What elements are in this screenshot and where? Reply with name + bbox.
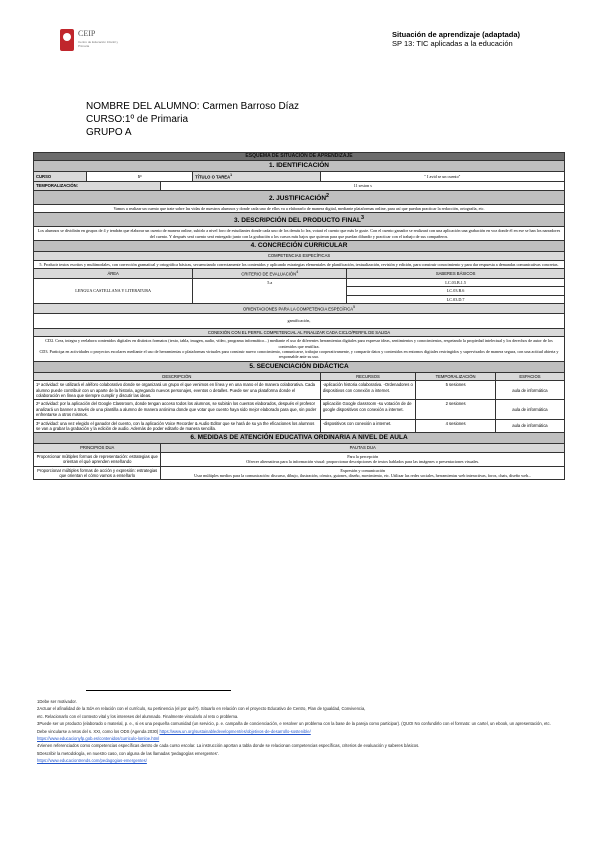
area-value: LENGUA CASTELLANA Y LITERATURA xyxy=(34,278,193,303)
section-final-product: 3. DESCRIPCIÓN DEL PRODUCTO FINAL$^3$ xyxy=(34,213,565,227)
seq-resources-heading: RECURSOS xyxy=(320,372,416,380)
dua-guideline: Para la percepción Ofrecer alternativas para la información visual: proporcionar descripciones de textos hablados para las imágenes o presentaciones visuales. xyxy=(161,452,565,466)
footnote-separator xyxy=(86,690,231,691)
footnote: 1Debe ser motivador. xyxy=(37,699,77,704)
footnote: etc. Relacionarlo con el contexto vital y los intereses del alumnado. Finalmente vincularlo al reto o problema. xyxy=(37,713,239,719)
footnote: 2Actuar el afinalidad de la SdA en relación con el currículo, su pertinencia (el por qué?). Situarlo en relación con el proyecto Educativo de Centro, Plan de Igualdad, Convivencia, xyxy=(37,706,366,712)
knowledge-item: LC.03.B.6 xyxy=(347,287,565,295)
learning-situation-table xyxy=(33,152,565,480)
sequence-row xyxy=(34,419,565,433)
area-heading: ÁREA xyxy=(34,268,193,278)
school-logo xyxy=(60,27,130,59)
section-justification: 2. JUSTIFICACIÓN$^2$ xyxy=(34,190,565,204)
sequence-resources: -dispositivos con conexión a internet. xyxy=(320,419,416,433)
profile-text: CD2. Crea, integra y reelabora contenidos digitales en distintos formatos (texto, tabla, imagen, audio, vídeo, programa informático...) mediante el uso de diferentes herramientas digitales para expresar ideas, sentimientos y conocimientos, respetando la propiedad intelectual y los derechos de autor de los contenidos que reutiliza. CD3. Participa en actividades o proyectos escolares mediante el uso de herramientas o plataformas virtuales para construir nuevo conocimiento, comunicarse, trabajar cooperativamente, y compartir datos y contenidos en entornos digitales restringidos y supervisados de manera segura, con una actitud abierta y responsable ante su uso. xyxy=(34,337,565,362)
student-name: NOMBRE DEL ALUMNO: Carmen Barroso Díaz xyxy=(86,101,300,112)
dua-guideline: Expresión y comunicación Usar múltiples medios para la comunicación: discurso, dibujo, ilustración, cómics, guiones, diseño, movimiento, etc. Utilizar las redes sociales, herramientas web interactivas, foros, chats, diseño web... xyxy=(161,466,565,480)
student-group: GRUPO A xyxy=(86,127,132,138)
header-subtitle: SP 13: TIC aplicadas a la educación xyxy=(392,39,513,48)
crest-icon xyxy=(60,29,74,51)
course-value: 5º xyxy=(87,172,193,182)
student-course: CURSO:1º de Primaria xyxy=(86,114,189,125)
sequence-description: 3º actividad: una vez elegido el ganador del cuento, con la aplicación Voice Recorder & Audio Editor que se hará de su ya the eficaciones los alumnos se van a grabar la grabación y la edición de audio. Además de poder editarlo de manera sencilla. xyxy=(34,419,321,433)
seq-description-heading: DESCRIPCIÓN xyxy=(34,372,321,380)
criteria-heading: CRITERIO DE EVALUACIÓN$^4$ xyxy=(193,268,347,278)
footnote: 4Vienen referenciados como competencias específicas dentro de cada curso escolar. La instrucción aportan a tabla donde se relacionan competencias específicas, criterios de evaluación y saberes básicos. xyxy=(37,743,420,749)
title-value: " I avid se un cuento" xyxy=(320,172,564,182)
dua-row xyxy=(34,452,565,466)
criteria-value: 5.a xyxy=(193,278,347,303)
knowledge-item: LC.03.D.7 xyxy=(347,295,565,303)
student-info xyxy=(86,100,299,139)
footnote: Debe vincularse a retos del s. XXI, como los ODS (Agenda 2030) https://www.un.org/sustainabledevelopment/es/objetivos-de-desarrollo-sostenible/ xyxy=(37,728,311,734)
footnote: 5Describir la metodología, en nuestro caso, con alguna de las llamadas 'pedagogías emergentes'. xyxy=(37,750,219,756)
section-attention-measures: 6. MEDIDAS DE ATENCIÓN EDUCATIVA ORDINARIA A NIVEL DE AULA xyxy=(34,433,565,444)
sequence-row xyxy=(34,381,565,400)
sequence-time: 4 sesiones xyxy=(416,419,496,433)
footnotes xyxy=(37,698,567,765)
sequence-description: 2º actividad: por la aplicación del Google Classroom, donde tengan acceso todos los alumnos, se subirán los cuentos elaborados, después el profesor analizará un banner a través de una plantilla a alumno de manera anónima donde que votar que cuento haya sido mejor elaborado para que, sin poder enfrentarse a otros mismos. xyxy=(34,400,321,419)
logo-text: CEIP xyxy=(78,29,96,38)
sequence-resources: aplicación Google classroom -su votación de de google dispositivos con conexión a internet. xyxy=(320,400,416,419)
scheme-title: ESQUEMA DE SITUACIÓN DE APRENDIZAJE xyxy=(34,153,565,161)
orientations-value: gamificación, xyxy=(34,313,565,328)
title-label: TÍTULO O TAREA$^1$ xyxy=(193,172,320,182)
document-header xyxy=(392,30,520,48)
profile-heading: CONEXIÓN CON EL PERFIL COMPETENCIAL AL FINALIZAR CADA CICLO/PERFIL DE SALIDA xyxy=(34,328,565,336)
dua-row xyxy=(34,466,565,480)
competences-text: 5. Producir textos escritos y multimodales, con corrección gramatical y ortográfica básicas, secuenciando correctamente los contenidos y aplicando estrategias elementales de planificación, textualización, revisión y edición, para construir conocimiento y para dar respuesta a demandas comunicativas concretas. xyxy=(34,260,565,268)
temporalization-value: 11 sesion s xyxy=(161,182,565,190)
footnote-link[interactable]: https://www.educacionyfp.gob.es/contenidos/curriculo-lomloe.html xyxy=(37,736,160,742)
footnote: 3Puede ser un producto (elaborado o material, p. e., si es una pequeña comunidad (un servicio, p. e. campaña de concienciación, e resolver un problema con la base de la pareja como participar). (QUOI No confundirlo con el formato: un cartel, un ebook, un apresentación, etc. xyxy=(37,721,551,727)
dua-principles-heading: PRINCIPIOS DUA xyxy=(34,444,161,452)
sequence-space: aula de informática xyxy=(495,419,564,433)
orientations-heading: ORIENTACIONES PARA LA COMPETENCIA ESPECÍFICA$^5$ xyxy=(34,303,565,313)
sequence-time: 5 sesiones xyxy=(416,381,496,400)
sequence-time: 2 sesiones xyxy=(416,400,496,419)
seq-spaces-heading: ESPACIOS xyxy=(495,372,564,380)
section-sequencing: 5. SECUENCIACIÓN DIDÁCTICA xyxy=(34,361,565,372)
logo-subtitle: Centro de Educación Infantil y Primaria xyxy=(78,40,119,48)
justification-text: Vamos a realizar un cuento que trate sobre las vidas de nuestros alumnos y donde cada uno de ellos va a elaborarlo de manera digital, mediante plataformas online, para así que puedan practicar la redacción, ortografía, etc. xyxy=(34,204,565,212)
footnote-link[interactable]: https://www.educaciontrends.com/pedagogias-emergentes/ xyxy=(37,758,147,764)
temporalization-label: TEMPORALIZACIÓN: xyxy=(34,182,161,190)
sequence-description: 1º actividad: se utilizará el aléforo colaborativo donde se organizará un grupo el que venimos en línea y en una mano el de manera colaborativa. Cada alumno puede contribuir con un aparte de la historia, agregando nuevos personajes, eventos o detalles. Puede ser una plataforma donde el colaboración en línea que siempre cumplir y discutir las ideas. xyxy=(34,381,321,400)
course-label: CURSO xyxy=(34,172,87,182)
dua-guidelines-heading: PAUTAS DUA xyxy=(161,444,565,452)
section-curricular: 4. CONCRECIÓN CURRICULAR xyxy=(34,241,565,252)
final-product-text: Los alumnos se dividirán en grupos de 4 y tendrán que elaborar un cuento de manera online, subirlo a nivel foro de estudiantes donde cada uno de los demás lo lea, votará el cuento que más le guste. Con el cuento ganador se realizará con una aplicación una grabación en voz donde él en ese se han los narradores del cuento. Y después será cuento será entregado junto con la grabación a los cursos más bajos que quieran para que puedan difundir y practicar con el trabajo de sus compañeros. xyxy=(34,227,565,241)
knowledge-heading: SABERES BÁSICOS xyxy=(347,268,565,278)
sequence-space: aula de informática xyxy=(495,381,564,400)
competences-heading: COMPETENCIAS ESPECÍFICAS xyxy=(34,252,565,260)
sequence-resources: -aplicación historia colaborativa. -Ordenadores o dispositivos con conexión a internet. xyxy=(320,381,416,400)
footnote-link[interactable]: https://www.un.org/sustainabledevelopment/es/objetivos-de-desarrollo-sostenible/ xyxy=(159,728,311,734)
seq-time-heading: TEMPORALIZACIÓN xyxy=(416,372,496,380)
sequence-row xyxy=(34,400,565,419)
sequence-space: aula de informática xyxy=(495,400,564,419)
section-identification: 1. IDENTIFICACIÓN xyxy=(34,161,565,172)
header-title: Situación de aprendizaje (adaptada) xyxy=(392,30,520,39)
dua-principle: Proporcionar múltiples formas de acción y expresión: estrategias que orientan el cómo vamos a enseñarlo xyxy=(34,466,161,480)
dua-principle: Proporcionar múltiples formas de representación: estrategias que orientan el qué aprenden enseñando xyxy=(34,452,161,466)
knowledge-item: LC.03.B.1.5 xyxy=(347,278,565,286)
